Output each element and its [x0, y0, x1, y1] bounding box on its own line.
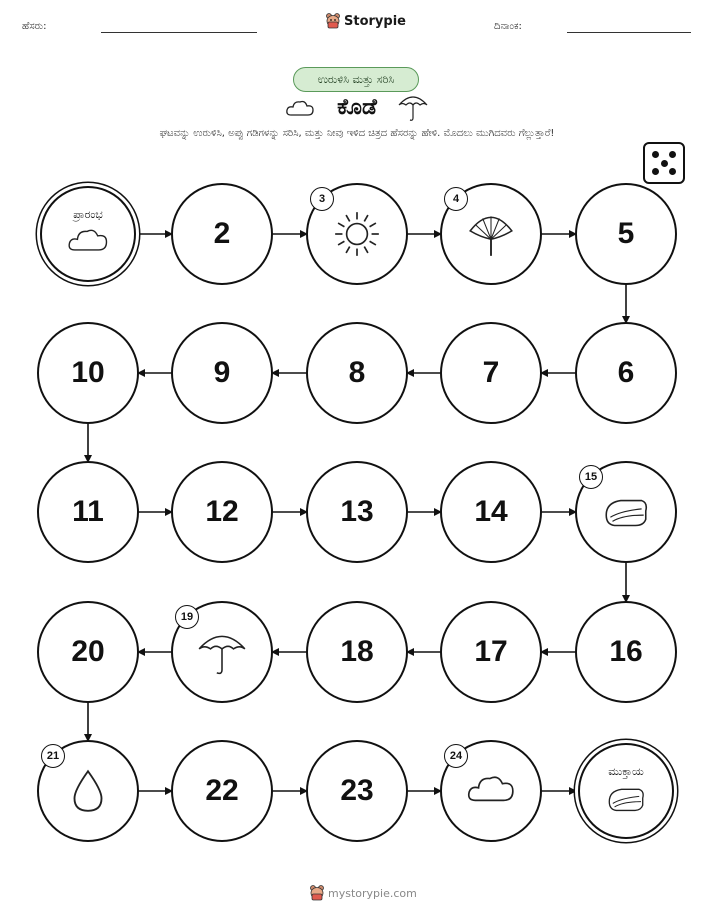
- board-square: [440, 601, 542, 703]
- raindrop-icon: [62, 765, 114, 817]
- square-number: 11: [72, 495, 104, 528]
- brand-name: Storypie: [344, 13, 406, 29]
- square-number: 20: [71, 635, 105, 668]
- board-square: [306, 461, 408, 563]
- square-number: 13: [340, 495, 374, 528]
- footer-site: mystorypie.com: [328, 886, 417, 900]
- board-square: [575, 601, 677, 703]
- umbrella-icon: [196, 626, 248, 678]
- board-square: [575, 183, 677, 285]
- board-square: [575, 322, 677, 424]
- square-number-badge: 21: [41, 744, 65, 768]
- board-square: [171, 461, 273, 563]
- square-number-badge: 24: [444, 744, 468, 768]
- board-square: [37, 322, 139, 424]
- cloud-icon: [465, 765, 517, 817]
- cloud-icon: [66, 220, 110, 264]
- board-square: [306, 740, 408, 842]
- square-number: 6: [617, 356, 635, 389]
- square-number: 9: [213, 356, 231, 389]
- finish-square: [578, 743, 674, 839]
- square-number: 5: [617, 217, 635, 250]
- square-number: 8: [348, 356, 366, 389]
- square-number-badge: 4: [444, 187, 468, 211]
- board-square: [440, 183, 542, 285]
- board-square: [171, 740, 273, 842]
- square-number-badge: 15: [579, 465, 603, 489]
- start-label: ಪ್ರಾರಂಭ: [73, 208, 103, 221]
- board-square: [306, 322, 408, 424]
- towel-icon: [600, 486, 652, 538]
- square-number-badge: 19: [175, 605, 199, 629]
- board-square: [440, 461, 542, 563]
- square-number: 18: [340, 635, 374, 668]
- square-number: 16: [609, 635, 643, 668]
- square-number: 2: [213, 217, 231, 250]
- instructions-text: ಘಟವನ್ನು ಉರುಳಿಸಿ, ಅಪ್ಪು ಗಡಿಗಳನ್ನು ಸರಿಸಿ, ಮತ್ತು ನೀವು ಇಳಿದ ಚಿತ್ರದ ಹೆಸರನ್ನು ಹೇಳಿ. ಮೊದಲು ಮುಗಿದವರು ಗೆಲ್ಲುತ್ತಾರೆ!: [159, 128, 555, 139]
- square-number: 7: [482, 356, 500, 389]
- name-label: ಹೆಸರು:: [22, 21, 47, 32]
- storypie-mascot-icon: [310, 885, 324, 901]
- square-number: 12: [205, 495, 239, 528]
- square-number: 22: [205, 774, 239, 807]
- square-number: 14: [474, 495, 508, 528]
- board-square: [171, 601, 273, 703]
- footer: [310, 885, 417, 901]
- fan-icon: [465, 208, 517, 260]
- square-number: 10: [71, 356, 105, 389]
- towel-icon: [604, 777, 648, 821]
- square-number: 23: [340, 774, 374, 807]
- board-square: [171, 322, 273, 424]
- board-square: [575, 461, 677, 563]
- board-square: [171, 183, 273, 285]
- board-square: [306, 183, 408, 285]
- board-square: [440, 740, 542, 842]
- square-number: 17: [474, 635, 508, 668]
- page-title: ಕೊಡೆ: [337, 95, 377, 120]
- board-square: [440, 322, 542, 424]
- board-square: [37, 740, 139, 842]
- square-number-badge: 3: [310, 187, 334, 211]
- sun-icon: [331, 208, 383, 260]
- finish-label: ಮುಕ್ತಾಯ: [608, 765, 644, 778]
- start-square: [40, 186, 136, 282]
- game-type-tag-text: ಉರುಳಿಸಿ ಮತ್ತು ಸರಿಸಿ: [317, 72, 395, 86]
- board-square: [37, 601, 139, 703]
- date-label: ದಿನಾಂಕ:: [494, 21, 522, 32]
- board-square: [37, 461, 139, 563]
- board-square: [306, 601, 408, 703]
